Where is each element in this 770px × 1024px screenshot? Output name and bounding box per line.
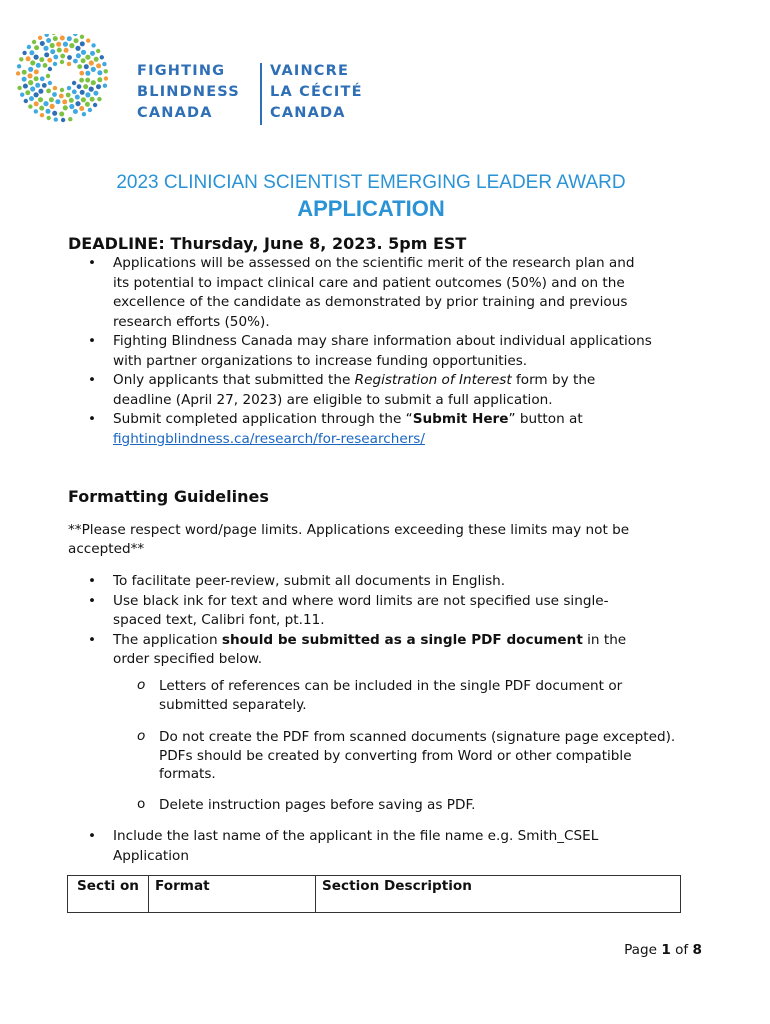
logo-dot: [88, 108, 92, 112]
logo-dot: [27, 45, 31, 49]
section-table: [67, 875, 681, 913]
logo-dot: [91, 43, 95, 47]
bullet-text: Fighting Blindness Canada may share information about individual applications with partner organizations to increase funding opportunities.: [113, 333, 652, 369]
single-pdf-emphasis: should be submitted as a single PDF document: [221, 631, 583, 648]
logo-dot: [22, 77, 27, 82]
logo-dot: [96, 49, 100, 53]
logo-dot: [19, 57, 23, 61]
logo-dot: [27, 73, 32, 78]
list-item: [0, 592, 653, 631]
logo-dot: [74, 38, 79, 43]
logo-dot: [26, 56, 31, 61]
logo-dot: [30, 60, 35, 65]
logo-dot: [89, 60, 94, 65]
logo-dot: [46, 89, 51, 94]
formatting-heading: Formatting Guidelines: [68, 487, 269, 506]
logo-dot: [53, 62, 57, 66]
logo-dot: [73, 109, 78, 114]
logo-dot: [93, 91, 98, 96]
logo-dot: [85, 92, 90, 97]
brand-en-line: CANADA: [137, 105, 213, 121]
logo-dot: [32, 40, 36, 44]
logo-dot: [29, 96, 34, 101]
logo-dot: [85, 55, 90, 60]
logo-dot: [68, 117, 72, 121]
logo-dot: [50, 49, 55, 54]
sub-bullet-text: Delete instruction pages before saving as PDF.: [159, 797, 476, 813]
table-header-section: Secti on: [68, 876, 149, 913]
logo-dot: [67, 36, 72, 41]
logo-dot: [52, 92, 57, 97]
logo-dot: [16, 71, 20, 75]
logo-dot: [53, 55, 58, 60]
logo-dot: [42, 83, 47, 88]
logo-dot: [50, 104, 55, 109]
logo-dot: [54, 117, 58, 121]
logo-dot: [43, 101, 48, 106]
logo-dot: [30, 86, 35, 91]
logo-dot: [85, 102, 90, 107]
sub-bullet-icon: o: [137, 796, 146, 812]
word-limit-note: **Please respect word/page limits. Applications exceeding these limits may not be accepted**: [68, 522, 630, 557]
page-of: of: [670, 942, 693, 958]
logo-dot: [46, 109, 51, 114]
logo-dot: [75, 95, 80, 100]
logo-dot: [60, 60, 64, 64]
bullet-text: Applications will be assessed on the scientific merit of the research plan and its potential to impact clinical care and patient outcomes (50%) and on the excellence of the candidate as demonstrated by prior training and previous research efforts (50%).: [113, 255, 635, 330]
brand-english: [137, 61, 240, 124]
logo-dot: [59, 112, 64, 117]
logo-dot: [93, 103, 97, 107]
logo-dot: [85, 78, 90, 83]
bullet-icon: •: [88, 372, 97, 388]
brand-fr-line: CANADA: [270, 105, 346, 121]
table-header-description: Section Description: [316, 876, 681, 913]
table-header-row: [68, 876, 681, 913]
logo-dot: [83, 84, 88, 89]
bullet-icon: •: [88, 333, 97, 349]
logo-dot: [34, 45, 39, 50]
list-item: [0, 572, 653, 592]
logo-dot: [55, 99, 60, 104]
sub-bullet-icon: o: [137, 677, 146, 693]
logo-dot: [75, 101, 80, 106]
logo-dot: [104, 76, 108, 80]
logo-dot: [90, 97, 95, 102]
logo-dot: [97, 70, 102, 75]
logo-dot: [22, 51, 26, 55]
logo-dot: [80, 41, 85, 46]
logo-dot: [57, 48, 62, 53]
logo-dot: [85, 71, 90, 76]
logo-dot: [69, 98, 74, 103]
logo-dot: [29, 50, 34, 55]
logo-dot: [34, 76, 39, 81]
logo-dot: [28, 67, 33, 72]
logo-dot: [73, 34, 77, 36]
logo-dot: [84, 64, 89, 69]
logo-dot: [86, 38, 90, 42]
bullet-text: form by the deadline (April 27, 2023) are eligible to submit a full application.: [113, 372, 596, 408]
list-item: [0, 371, 653, 410]
bullet-icon: •: [88, 631, 97, 648]
logo-dot: [52, 34, 56, 35]
logo-dot: [77, 84, 82, 89]
logo-dot: [79, 78, 84, 83]
brand-fr-line: LA CÉCITÉ: [270, 84, 363, 100]
logo-dot: [75, 46, 80, 51]
page-total: 8: [692, 942, 702, 958]
logo-dot: [46, 74, 50, 78]
table-header-format: Format: [149, 876, 316, 913]
logo-dot: [64, 48, 69, 53]
logo-dot: [76, 53, 81, 58]
fighting-blindness-logo: [12, 34, 392, 144]
logo-dot: [96, 84, 101, 89]
logo-dot: [67, 62, 71, 66]
logo-dot: [77, 64, 82, 69]
logo-dot: [72, 89, 77, 94]
logo-dot: [22, 70, 27, 75]
logo-dot: [81, 97, 86, 102]
logo-dot: [43, 46, 48, 51]
logo-dot: [103, 84, 107, 88]
logo-dot: [56, 42, 61, 47]
logo-dot: [63, 105, 68, 110]
logo-dot: [61, 118, 65, 122]
registration-of-interest-emphasis: Registration of Interest: [354, 372, 512, 388]
logo-dot: [36, 63, 41, 68]
bullet-text: The application: [113, 631, 222, 648]
award-title: 2023 CLINICIAN SCIENTIST EMERGING LEADER AWARD: [116, 172, 626, 193]
logo-dot: [66, 93, 71, 98]
logo-dot: [79, 71, 84, 76]
bullet-text: Submit completed application through the “: [113, 411, 413, 427]
logo-dot: [48, 67, 52, 71]
logo-dot: [39, 57, 44, 62]
logo-dot: [69, 104, 74, 109]
filename-bullet-list: [0, 827, 770, 866]
sunburst-logo-icon: [12, 34, 112, 144]
logo-dot: [34, 55, 39, 60]
logo-dot: [90, 51, 95, 56]
logo-dot: [59, 94, 64, 99]
brand-fr-line: VAINCRE: [270, 63, 350, 79]
sub-bullet-text: Letters of references can be included in the single PDF document or submitted separately.: [159, 678, 623, 713]
logo-dot: [53, 86, 57, 90]
logo-dot: [73, 59, 78, 64]
logo-dot: [44, 52, 49, 57]
logo-dot: [34, 92, 39, 97]
logo-dot: [104, 69, 108, 73]
bullet-icon: •: [88, 411, 97, 427]
logo-dot: [97, 77, 102, 82]
logo-dot: [38, 97, 43, 102]
bullet-text: To facilitate peer-review, submit all documents in English.: [113, 573, 506, 589]
page-label: Page: [624, 942, 662, 958]
bullet-icon: •: [88, 573, 97, 589]
researchers-link[interactable]: fightingblindness.ca/research/for-researchers/: [113, 430, 425, 447]
page-number: [624, 942, 702, 958]
logo-dot: [35, 83, 40, 88]
bullet-icon: •: [88, 828, 97, 844]
logo-dot: [48, 81, 52, 85]
submit-here-emphasis: Submit Here: [412, 411, 509, 427]
logo-dot: [23, 84, 28, 89]
formatting-bullet-list: [0, 572, 770, 670]
logo-dot: [34, 109, 38, 113]
logo-dot: [96, 63, 101, 68]
logo-dot: [63, 42, 68, 47]
logo-dot: [67, 55, 72, 60]
logo-dot: [17, 64, 21, 68]
logo-dot: [69, 43, 74, 48]
logo-dot: [89, 87, 94, 92]
logo-dot: [34, 69, 39, 74]
logo-dot: [34, 101, 39, 106]
logo-dot: [60, 36, 65, 41]
page-current: 1: [661, 942, 671, 958]
list-item: [0, 254, 653, 332]
logo-dot: [100, 55, 104, 59]
logo-dot: [80, 90, 85, 95]
brand-divider: [260, 63, 262, 125]
brand-french: [270, 61, 363, 124]
brand-en-line: FIGHTING: [137, 63, 226, 79]
list-item: [0, 631, 653, 670]
sub-bullet-text: Do not create the PDF from scanned documents (signature page excepted). PDFs should be created by converting from Word or other compatible formats.: [159, 729, 676, 782]
application-title: APPLICATION: [297, 196, 445, 221]
intro-bullet-list: [0, 254, 770, 449]
logo-dot: [39, 106, 44, 111]
bullet-text: Include the last name of the applicant in the file name e.g. Smith_CSEL Application: [113, 828, 599, 864]
logo-dot: [97, 97, 101, 101]
logo-dot: [43, 63, 48, 68]
list-item: [0, 410, 653, 449]
logo-dot: [82, 112, 86, 116]
logo-dot: [17, 86, 21, 90]
bullet-text: Use black ink for text and where word limits are not specified use single-spaced text, Calibri font, pt.11.: [113, 592, 609, 628]
logo-dot: [79, 106, 84, 111]
logo-dot: [91, 80, 96, 85]
logo-dot: [40, 76, 45, 81]
bullet-icon: •: [88, 255, 97, 271]
logo-dot: [60, 54, 65, 59]
deadline-heading: DEADLINE: Thursday, June 8, 2023. 5pm EST: [68, 234, 467, 253]
logo-dot: [81, 50, 86, 55]
logo-dot: [53, 36, 58, 41]
logo-dot: [24, 99, 28, 103]
bullet-text: Only applicants that submitted the: [113, 372, 355, 388]
logo-dot: [40, 113, 44, 117]
logo-dot: [20, 93, 24, 97]
sub-bullet-icon: o: [137, 728, 146, 744]
list-item: [0, 332, 653, 371]
logo-dot: [45, 34, 49, 37]
logo-dot: [38, 36, 42, 40]
logo-dot: [62, 99, 67, 104]
logo-dot: [28, 104, 32, 108]
brand-en-line: BLINDNESS: [137, 84, 240, 100]
logo-dot: [28, 80, 33, 85]
logo-dot: [52, 111, 57, 116]
logo-dot: [49, 97, 54, 102]
logo-dot: [91, 67, 96, 72]
logo-dot: [102, 62, 106, 66]
logo-dot: [81, 58, 86, 63]
bullet-text: in the order specified below.: [113, 631, 627, 667]
logo-dot: [94, 57, 99, 62]
logo-dot: [38, 89, 43, 94]
logo-dot: [47, 58, 52, 63]
logo-dot: [67, 86, 71, 90]
logo-dot: [50, 43, 55, 48]
logo-dot: [80, 35, 84, 39]
logo-dot: [60, 88, 64, 92]
bullet-text: ” button at: [508, 411, 583, 427]
bullet-icon: •: [88, 592, 97, 609]
logo-dot: [25, 90, 30, 95]
logo-dot: [72, 81, 76, 85]
logo-dot: [40, 41, 45, 46]
logo-dot: [47, 116, 51, 120]
list-item: [0, 827, 653, 866]
logo-dot: [46, 38, 51, 43]
